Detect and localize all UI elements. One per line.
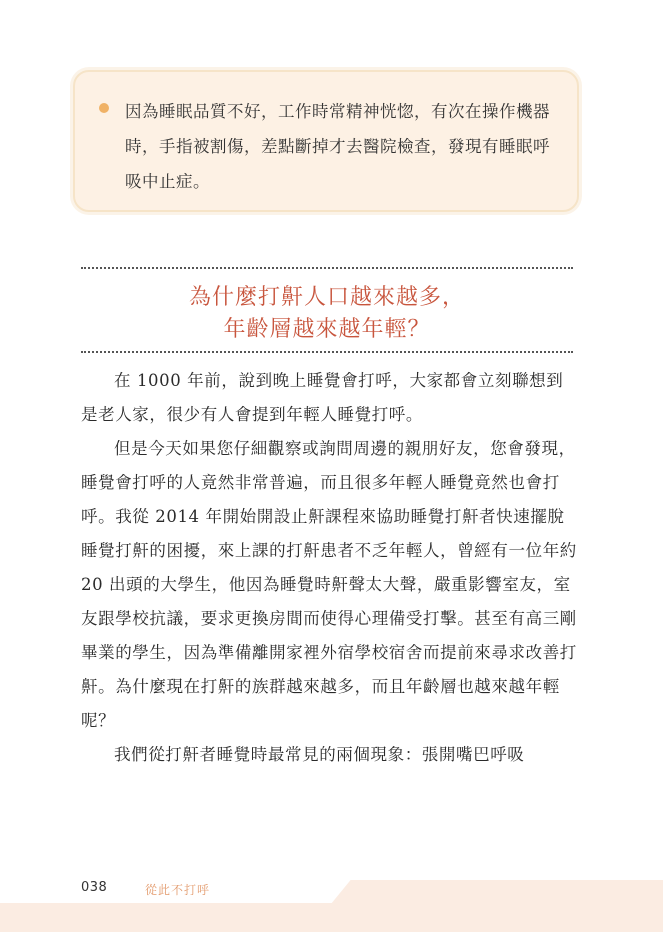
- page-number: 038: [81, 880, 108, 895]
- section-heading: [81, 282, 573, 346]
- bullet-dot-icon: [99, 103, 109, 113]
- bottom-dotted-divider: [81, 351, 573, 353]
- book-title: 從此不打呼: [145, 883, 211, 897]
- footer-tab: [308, 880, 663, 932]
- paragraph: 但是今天如果您仔細觀察或詢問周邊的親朋好友，您會發現，睡覺會打呼的人竟然非常普遍，而且很多年輕人睡覺竟然也會打呼。我從 2014 年開始開設止鼾課程來協助睡覺打鼾者快速擺脫睡覺打鼾的困擾，來上課的打鼾患者不乏年輕人，曾經有一位年約 20 出頭的大學生，他因為睡覺時鼾聲太大聲，嚴重影響室友，室友跟學校抗議，要求更換房間而使得心理備受打擊。甚至有高三剛畢業的學生，因為準備離開家裡外宿學校宿舍而提前來尋求改善打鼾。為什麼現在打鼾的族群越來越多，而且年齡層也越來越年輕呢？: [81, 439, 577, 730]
- body-text: [81, 364, 577, 772]
- paragraph: 在 1000 年前，說到晚上睡覺會打呼，大家都會立刻聯想到是老人家，很少有人會提到年輕人睡覺打呼。: [81, 371, 564, 424]
- top-dotted-divider: [81, 267, 573, 269]
- heading-line-1: 為什麼打鼾人口越來越多，: [188, 285, 465, 310]
- paragraph: 我們從打鼾者睡覺時最常見的兩個現象：張開嘴巴呼吸: [114, 745, 525, 764]
- heading-line-2: 年齡層越來越年輕？: [223, 317, 431, 342]
- callout-text: 因為睡眠品質不好，工作時常精神恍惚，有次在操作機器時，手指被割傷，差點斷掉才去醫院檢查，發現有睡眠呼吸中止症。: [125, 102, 550, 191]
- callout-box: [73, 70, 579, 212]
